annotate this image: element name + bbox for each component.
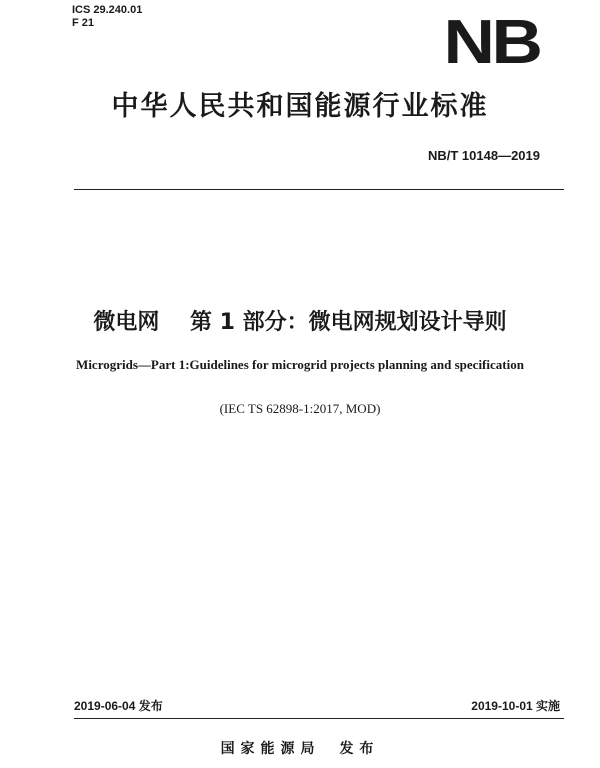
nb-logo: NB	[443, 8, 540, 77]
publisher-action: 发布	[339, 741, 380, 757]
standard-category-title: 中华人民共和国能源行业标准	[111, 91, 489, 122]
international-equivalence: (IEC TS 62898-1:2017, MOD)	[219, 401, 381, 416]
document-title-en: Microgrids—Part 1:Guidelines for microgrid projects planning and specification	[76, 357, 524, 372]
header-divider	[74, 189, 564, 190]
footer-divider	[74, 718, 564, 719]
issue-date: 2019-06-04 发布	[74, 699, 163, 713]
ics-code: ICS 29.240.01	[72, 4, 143, 16]
ccs-code: F 21	[72, 17, 95, 29]
standard-number: NB/T 10148—2019	[427, 148, 540, 163]
classification-codes	[72, 4, 142, 30]
publisher-line	[0, 738, 600, 758]
implementation-date: 2019-10-01 实施	[471, 699, 560, 713]
document-title-cn: 微电网 第 1 部分：微电网规划设计导则	[93, 310, 507, 335]
publisher-name: 国家能源局	[220, 741, 321, 757]
